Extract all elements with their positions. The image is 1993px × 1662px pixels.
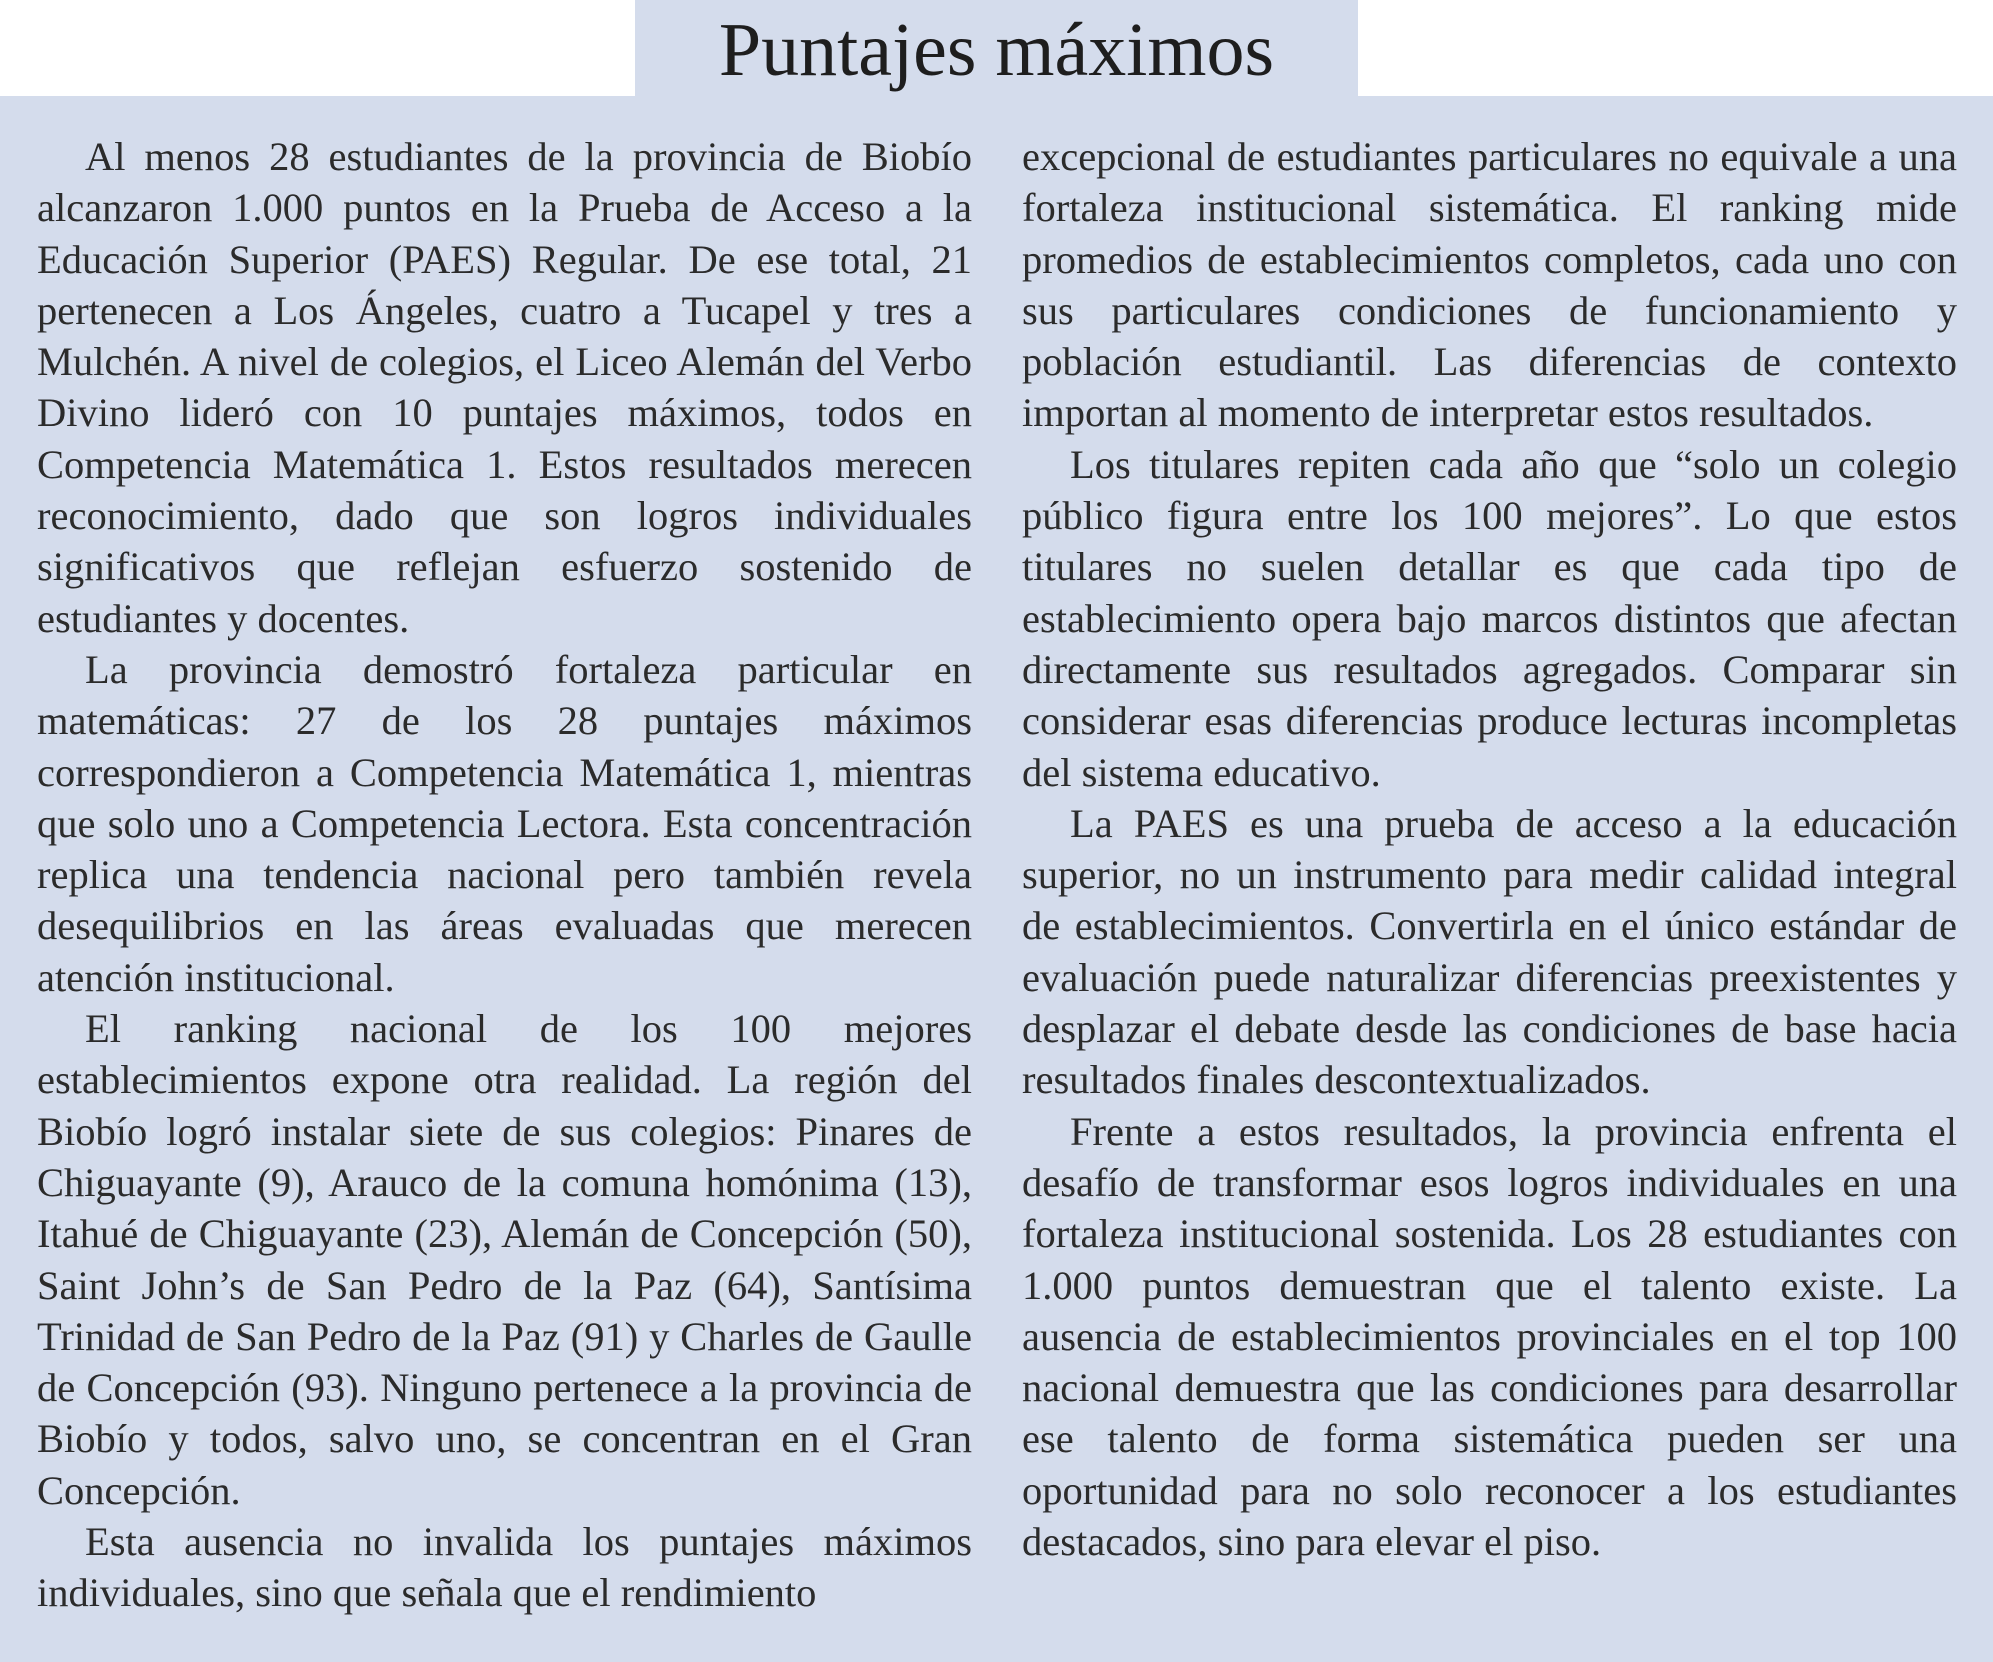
paragraph: Frente a estos resultados, la provincia enfrenta el desafío de transformar esos logros individuales en una fortaleza institucional sostenida. Los 28 estudiantes con 1.000 puntos demuestran que el talento existe. La ausencia de establecimientos provinciales en el top 100 nacional demuestra que las condiciones para desarrollar ese talento de forma sistemática pueden ser una oportunidad para no solo reconocer a los estudiantes destacados, sino para elevar el piso.: [1022, 1108, 1957, 1565]
left-column: [37, 131, 972, 1619]
paragraph: El ranking nacional de los 100 mejores establecimientos expone otra realidad. La región del Biobío logró instalar siete de sus colegios: Pinares de Chiguayante (9), Arauco de la comuna homónima (13), Itahué de Chiguayante (23), Alemán de Concepción (50), Saint John’s de San Pedro de la Paz (64), Santísima Trinidad de San Pedro de la Paz (91) y Charles de Gaulle de Concepción (93). Ninguno pertenece a la provincia de Biobío y todos, salvo uno, se concentran en el Gran Concepción.: [37, 1006, 972, 1513]
paragraph: La PAES es una prueba de acceso a la educación superior, no un instrumento para medir calidad integral de establecimientos. Convertirla en el único estándar de evaluación puede naturalizar diferencias preexistentes y desplazar el debate desde las condiciones de base hacia resultados finales descontextualizados.: [1022, 800, 1957, 1103]
paragraph: Esta ausencia no invalida los puntajes máximos individuales, sino que señala que el rendimiento: [37, 1519, 972, 1616]
title-box: [635, 0, 1358, 108]
article-title: Puntajes máximos: [718, 8, 1275, 92]
paragraph: Los titulares repiten cada año que “solo un colegio público figura entre los 100 mejores”. Lo que estos titulares no suelen detallar es que cada tipo de establecimiento opera bajo marcos distintos que afectan directamente sus resultados agregados. Comparar sin considerar esas diferencias produce lecturas incompletas del sistema educativo.: [1022, 441, 1957, 795]
paragraph: La provincia demostró fortaleza particular en matemáticas: 27 de los 28 puntajes máximos correspondieron a Competencia Matemática 1, mientras que solo uno a Competencia Lectora. Esta concentración replica una tendencia nacional pero también revela desequilibrios en las áreas evaluadas que merecen atención institucional.: [37, 646, 972, 1000]
right-column: [1022, 131, 1957, 1567]
paragraph: Al menos 28 estudiantes de la provincia de Biobío alcanzaron 1.000 puntos en la Prueba de Acceso a la Educación Superior (PAES) Regular. De ese total, 21 pertenecen a Los Ángeles, cuatro a Tucapel y tres a Mulchén. A nivel de colegios, el Liceo Alemán del Verbo Divino lideró con 10 puntajes máximos, todos en Competencia Matemática 1. Estos resultados merecen reconocimiento, dado que son logros individuales significativos que reflejan esfuerzo sostenido de estudiantes y docentes.: [37, 134, 972, 641]
paragraph-continuation: excepcional de estudiantes particulares no equivale a una fortaleza institucional sistemática. El ranking mide promedios de establecimientos completos, cada uno con sus particulares condiciones de funcionamiento y población estudiantil. Las diferencias de contexto importan al momento de interpretar estos resultados.: [1022, 134, 1957, 436]
